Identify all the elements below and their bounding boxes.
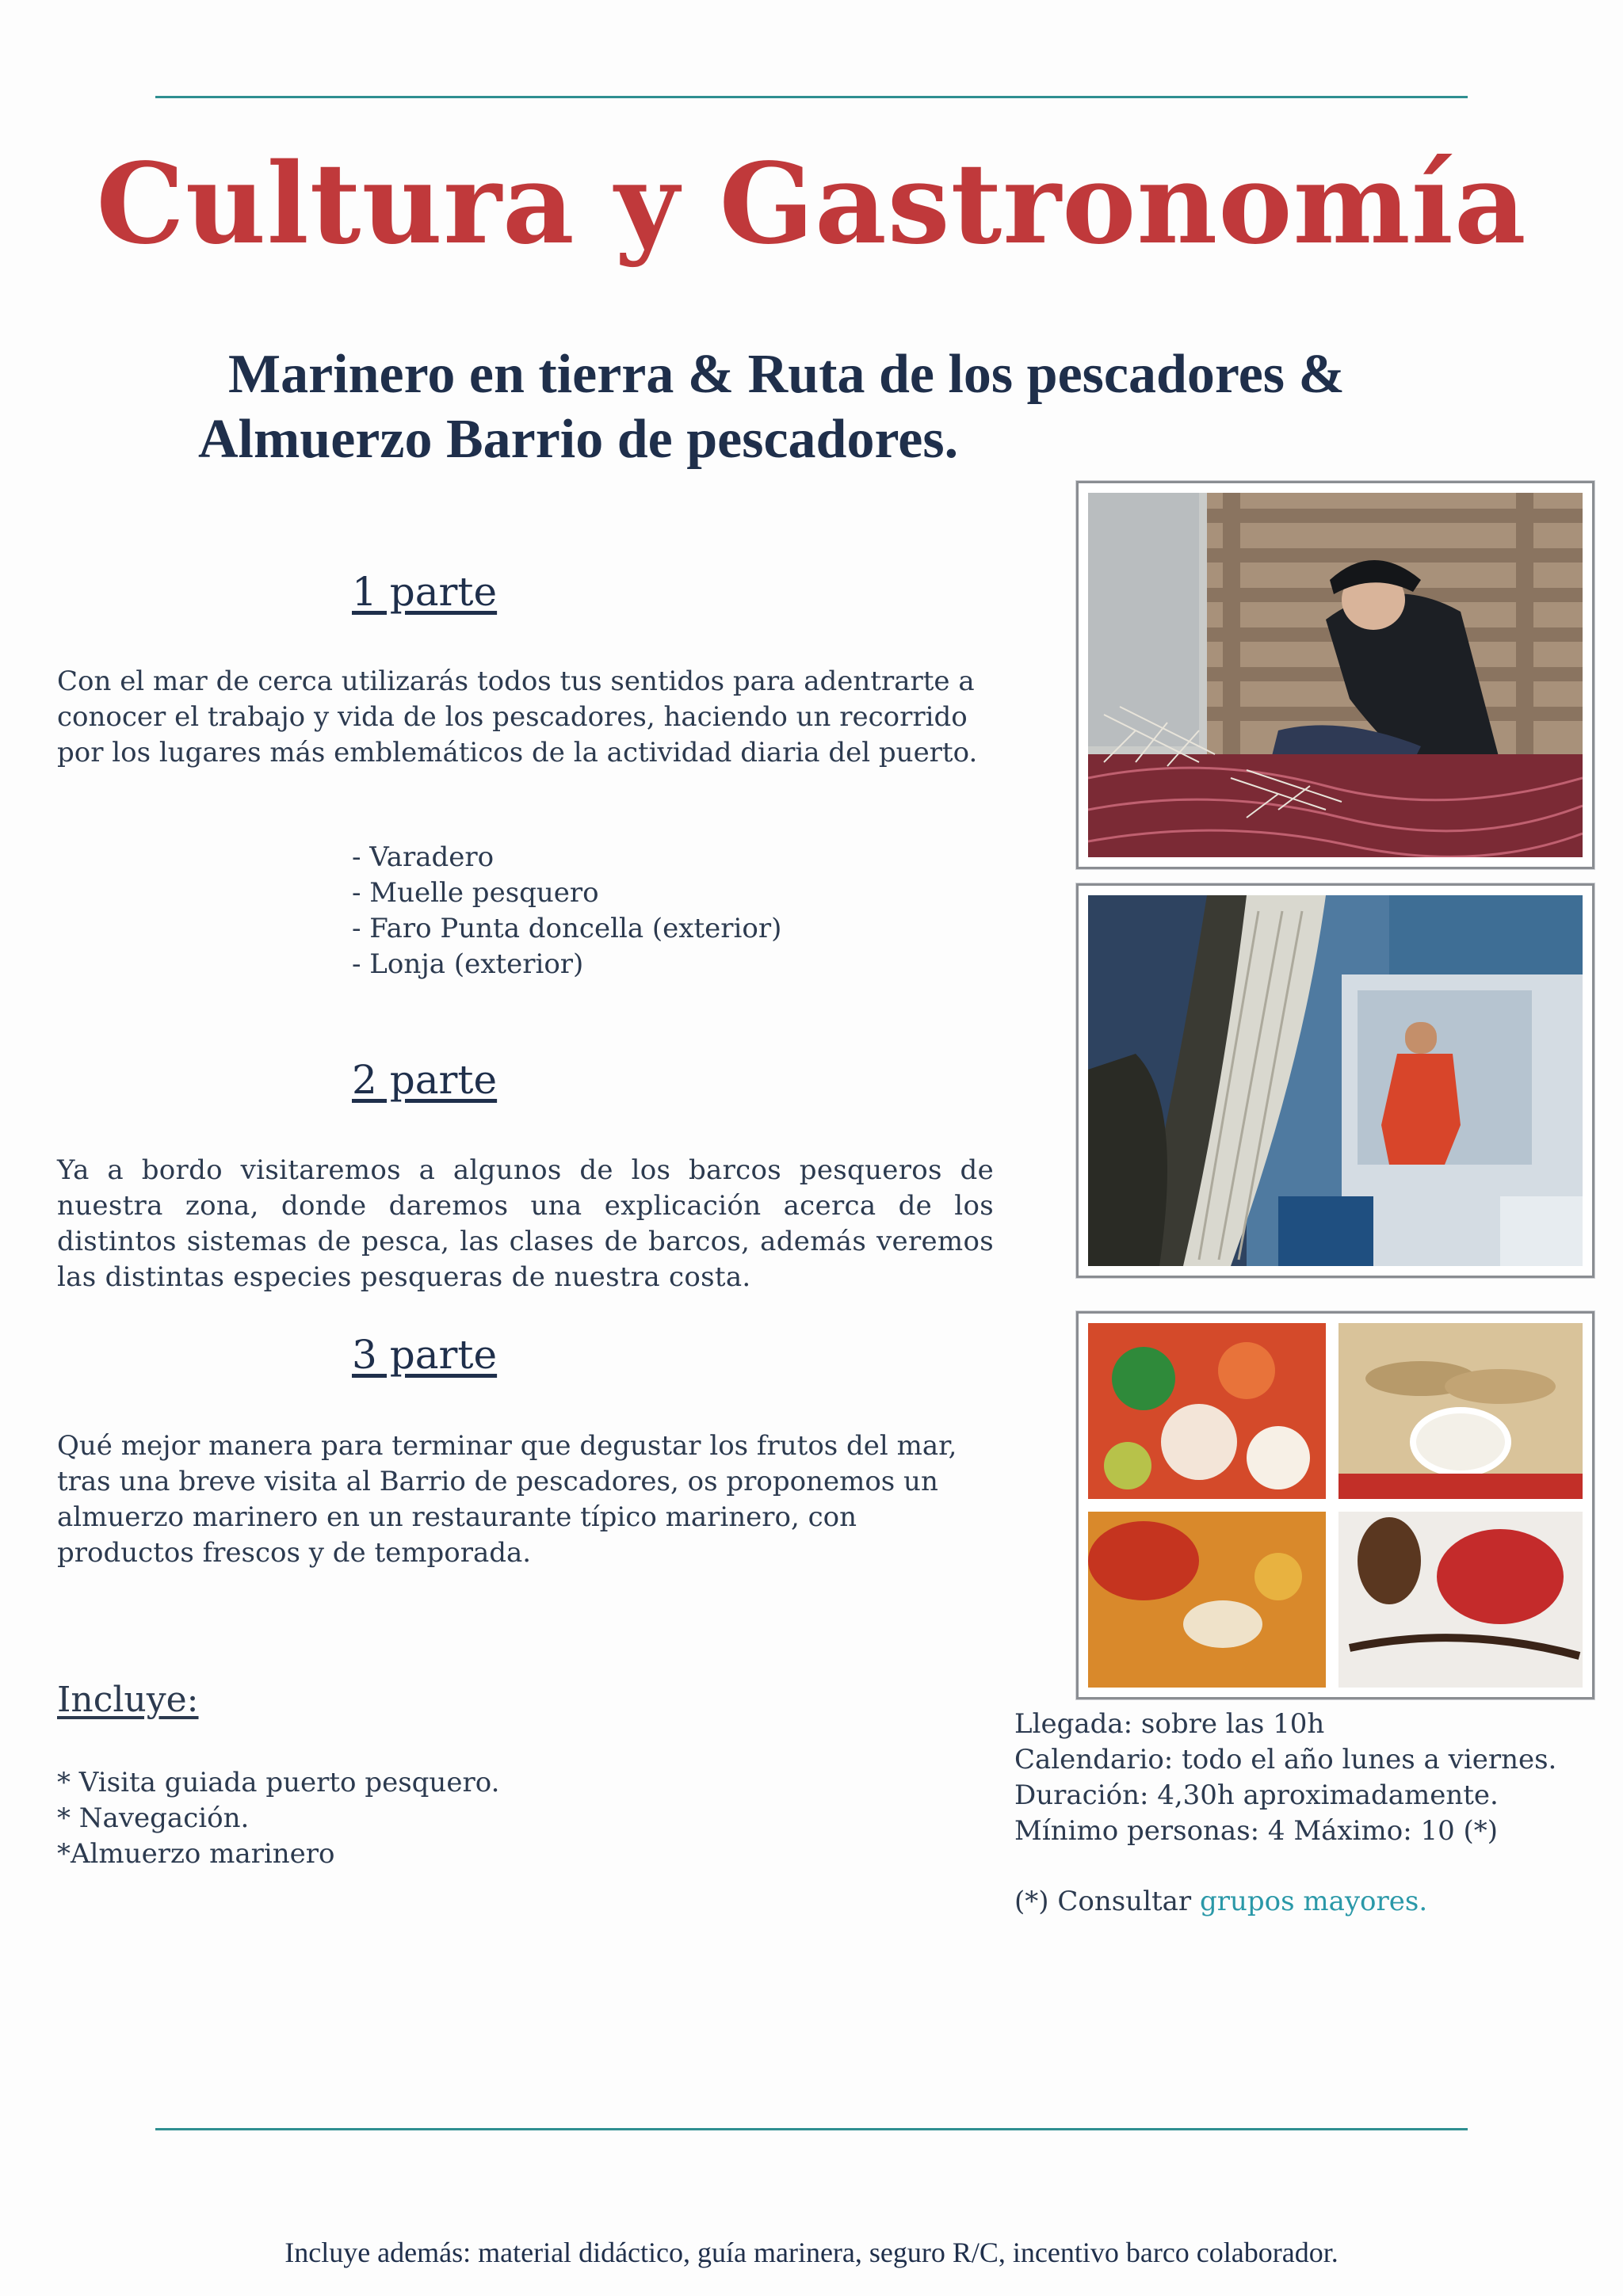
bottom-divider	[155, 2128, 1468, 2130]
boat-photo-image	[1088, 895, 1583, 1266]
section-1-list	[352, 840, 781, 982]
section-3-heading: 3 parte	[352, 1332, 498, 1378]
info-arrival: Llegada: sobre las 10h	[1014, 1708, 1325, 1740]
note-prefix: (*) Consultar	[1014, 1886, 1200, 1917]
note-highlight: grupos mayores.	[1199, 1886, 1428, 1917]
page-subtitle	[198, 342, 1434, 472]
list-item: - Muelle pesquero	[352, 877, 599, 909]
section-2-heading: 2 parte	[352, 1057, 498, 1103]
subtitle-line-2: Almuerzo Barrio de pescadores.	[198, 409, 959, 470]
includes-heading: Incluye:	[57, 1680, 199, 1720]
section-1-paragraph: Con el mar de cerca utilizarás todos tus sentidos para adentrarte a conocer el trabajo y vida de los pescadores, haciendo un recorrido por los lugares más emblemáticos de la actividad diaria del puerto.	[57, 666, 978, 769]
top-divider	[155, 96, 1468, 98]
info-duration: Duración: 4,30h aproximadamente.	[1014, 1779, 1499, 1811]
photo-seafood-dishes	[1076, 1311, 1594, 1699]
info-group-size: Mínimo personas: 4 Máximo: 10 (*)	[1014, 1815, 1499, 1847]
list-item: - Faro Punta doncella (exterior)	[352, 913, 782, 944]
photo-fishing-boat-nets	[1076, 883, 1594, 1278]
dish-salad	[1088, 1323, 1326, 1499]
dish-sardines	[1338, 1323, 1583, 1499]
info-calendar: Calendario: todo el año lunes a viernes.	[1014, 1744, 1557, 1775]
list-item: *Almuerzo marinero	[57, 1838, 335, 1870]
tour-info	[1014, 1707, 1556, 1849]
food-collage-image	[1088, 1323, 1583, 1688]
footer-note: Incluye además: material didáctico, guía marinera, seguro R/C, incentivo barco colaborador.	[285, 2237, 1338, 2268]
section-3-paragraph: Qué mejor manera para terminar que degustar los frutos del mar, tras una breve visita al Barrio de pescadores, os proponemos un almuerzo marinero en un restaurante típico marinero, con productos frescos y de temporada.	[57, 1430, 957, 1569]
includes-list	[57, 1765, 499, 1872]
section-2-paragraph: Ya a bordo visitaremos a algunos de los barcos pesqueros de nuestra zona, donde daremos una explicación acerca de los distintos sistemas de pesca, las clases de barcos, además veremos las distintas especies pesqueras de nuestra costa.	[57, 1154, 994, 1293]
list-item: * Navegación.	[57, 1802, 250, 1834]
photo-fisherman-mending-nets	[1076, 481, 1594, 869]
list-item: * Visita guiada puerto pesquero.	[57, 1767, 500, 1798]
dish-croquette-peppers	[1338, 1512, 1583, 1688]
fisherman-photo-image	[1088, 493, 1583, 857]
subtitle-line-1: Marinero en tierra & Ruta de los pescadores &	[228, 344, 1345, 405]
page-title: Cultura y Gastronomía	[96, 139, 1527, 269]
section-1-heading: 1 parte	[352, 569, 498, 615]
list-item: - Lonja (exterior)	[352, 948, 584, 980]
list-item: - Varadero	[352, 841, 495, 873]
group-note	[1014, 1886, 1427, 1917]
dish-shrimp-rice	[1088, 1512, 1326, 1688]
